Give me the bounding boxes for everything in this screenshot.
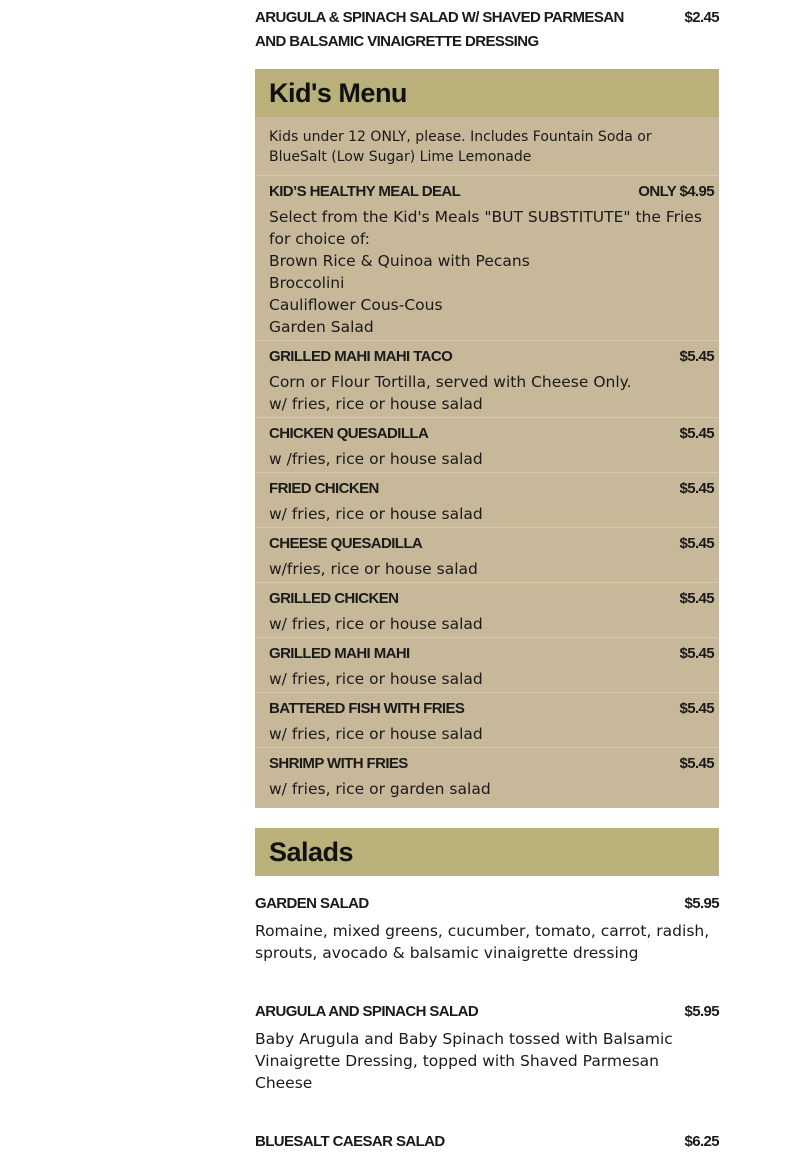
kids-menu-item	[255, 473, 719, 528]
item-description-line: w/ fries, rice or house salad	[269, 395, 483, 413]
salad-items	[255, 876, 719, 1154]
kids-menu-section	[255, 69, 719, 808]
item-price: $5.45	[679, 590, 714, 607]
section-title: Salads	[269, 836, 354, 867]
item-description-line: w/ fries, rice or house salad	[269, 670, 483, 688]
item-name: GRILLED CHICKEN	[269, 590, 399, 607]
item-price: ONLY $4.95	[638, 183, 714, 200]
menu-item-arugula-spinach-parmesan	[255, 0, 719, 54]
kids-menu-item	[255, 418, 719, 473]
item-price: $5.45	[679, 755, 714, 772]
item-price: $5.95	[684, 895, 719, 912]
item-price: $2.45	[684, 9, 719, 26]
kids-menu-item	[255, 638, 719, 693]
item-price: $5.45	[679, 480, 714, 497]
kids-menu-body	[255, 117, 719, 808]
item-name: CHICKEN QUESADILLA	[269, 425, 429, 442]
item-description-line: w/ fries, rice or house salad	[269, 725, 483, 743]
section-title: Kid's Menu	[269, 77, 407, 108]
item-price: $5.45	[679, 348, 714, 365]
kids-menu-note: Kids under 12 ONLY, please. Includes Fountain Soda or BlueSalt (Low Sugar) Lime Lemonade	[255, 117, 719, 176]
item-description: Romaine, mixed greens, cucumber, tomato, carrot, radish, sprouts, avocado & balsamic vinaigrette dressing	[255, 922, 710, 962]
item-name: KID’S HEALTHY MEAL DEAL	[269, 183, 461, 200]
item-header	[269, 178, 714, 206]
item-header	[269, 475, 714, 503]
item-name: GRILLED MAHI MAHI	[269, 645, 410, 662]
item-header	[269, 420, 714, 448]
kids-menu-item	[255, 583, 719, 638]
section-header	[255, 69, 719, 117]
item-description: Baby Arugula and Baby Spinach tossed with Balsamic Vinaigrette Dressing, topped with Shaved Parmesan Cheese	[255, 1030, 673, 1092]
item-price: $5.45	[679, 645, 714, 662]
item-header	[269, 695, 714, 723]
item-price: $5.95	[684, 1003, 719, 1020]
kids-menu-item	[255, 748, 719, 802]
item-header	[255, 1000, 719, 1024]
menu-column	[255, 0, 719, 1154]
item-name: SHRIMP WITH FRIES	[269, 755, 408, 772]
item-description-line: Garden Salad	[269, 318, 374, 336]
item-header	[269, 530, 714, 558]
item-header	[269, 585, 714, 613]
item-description-line: Broccolini	[269, 274, 345, 292]
item-name: ARUGULA AND SPINACH SALAD	[255, 1003, 479, 1020]
kids-menu-items	[255, 176, 719, 802]
kids-menu-item	[255, 176, 719, 341]
item-price: $5.45	[679, 700, 714, 717]
item-name: FRIED CHICKEN	[269, 480, 379, 497]
item-name: GARDEN SALAD	[255, 895, 369, 912]
item-description-line: w/ fries, rice or house salad	[269, 505, 483, 523]
section-header	[255, 828, 719, 876]
item-header	[269, 343, 714, 371]
item-header	[255, 892, 719, 916]
kids-menu-item	[255, 693, 719, 748]
item-name: BLUESALT CAESAR SALAD	[255, 1133, 445, 1150]
salads-section	[255, 828, 719, 1154]
item-price: $6.25	[684, 1133, 719, 1150]
item-name: ARUGULA & SPINACH SALAD W/ SHAVED PARMESAN AND BALSAMIC VINAIGRETTE DRESSING	[255, 9, 624, 50]
salad-item	[255, 964, 719, 1094]
item-header	[269, 640, 714, 668]
item-price: $5.45	[679, 535, 714, 552]
item-description-line: Cauliflower Cous-Cous	[269, 296, 443, 314]
item-description-line: Select from the Kid's Meals "BUT SUBSTITUTE" the Fries for choice of:	[269, 208, 702, 248]
item-name: BATTERED FISH WITH FRIES	[269, 700, 465, 717]
item-header	[255, 1130, 719, 1154]
item-description-line: w /fries, rice or house salad	[269, 450, 483, 468]
item-description-line: w/fries, rice or house salad	[269, 560, 478, 578]
salad-item	[255, 1094, 719, 1154]
item-description-line: Brown Rice & Quinoa with Pecans	[269, 252, 530, 270]
kids-menu-item	[255, 528, 719, 583]
item-name: CHEESE QUESADILLA	[269, 535, 423, 552]
item-description-line: Corn or Flour Tortilla, served with Cheese Only.	[269, 373, 632, 391]
salad-item	[255, 876, 719, 964]
item-description-line: w/ fries, rice or house salad	[269, 615, 483, 633]
kids-menu-item	[255, 341, 719, 418]
item-description-line: w/ fries, rice or garden salad	[269, 780, 491, 798]
item-name: GRILLED MAHI MAHI TACO	[269, 348, 453, 365]
item-header	[269, 750, 714, 778]
item-price: $5.45	[679, 425, 714, 442]
